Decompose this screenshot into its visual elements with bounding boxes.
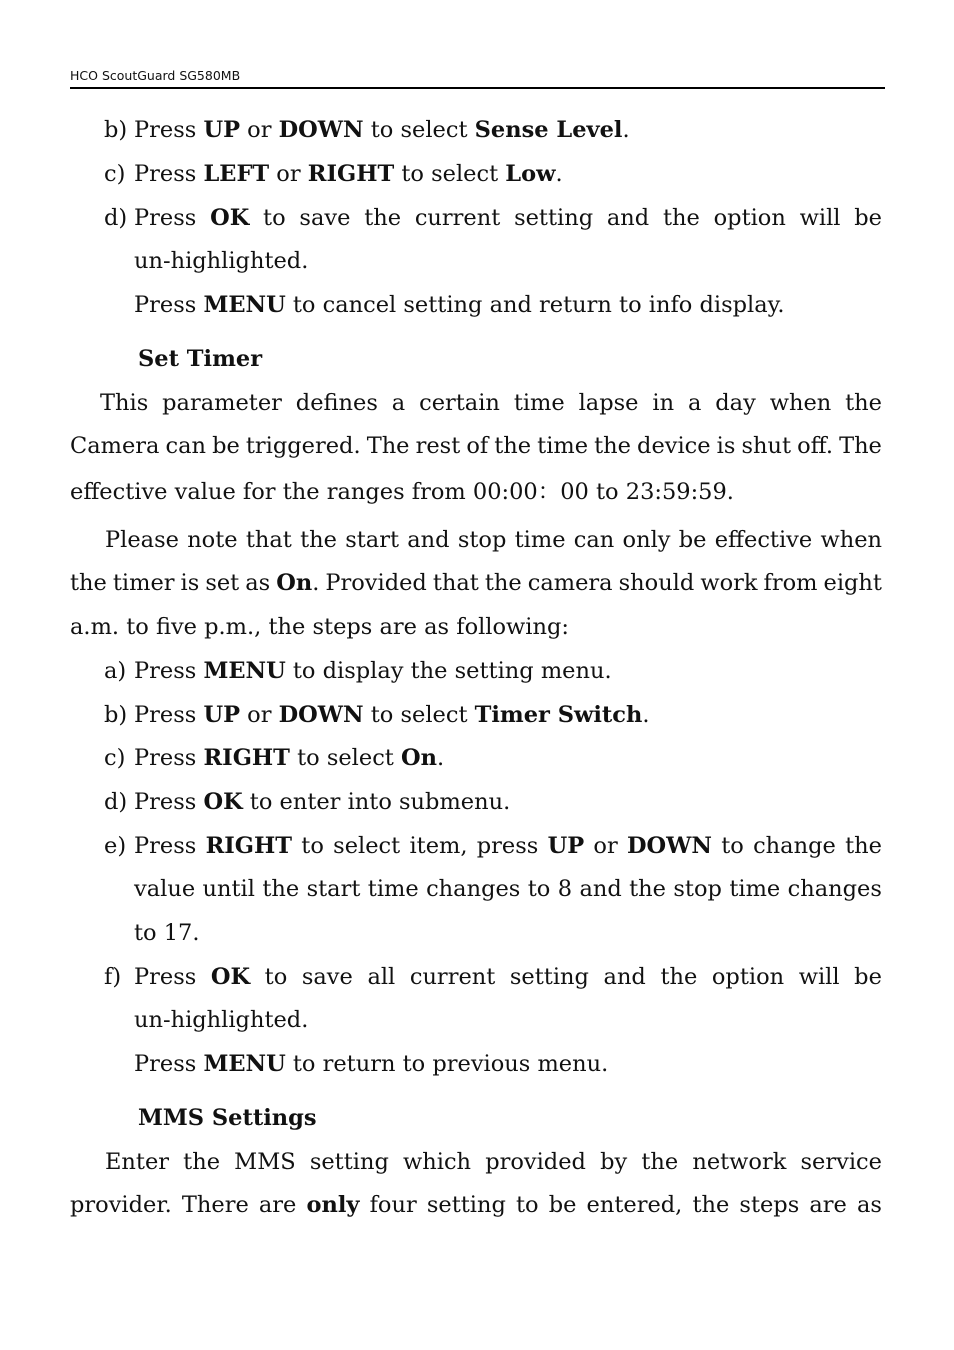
- paragraph-line: the timer is set as On. Provided that the camera should work from eight: [70, 570, 882, 596]
- paragraph-line: effective value for the ranges from 00:00：00 to 23:59:59.: [70, 479, 734, 505]
- list-item-continuation: un-highlighted.: [134, 1007, 309, 1033]
- list-item: [104, 207, 882, 230]
- list-marker: d): [104, 789, 128, 815]
- list-item: b) Press UP or DOWN to select Sense Level.: [104, 117, 630, 143]
- list-item: c) Press RIGHT to select On.: [104, 745, 445, 771]
- paragraph-line: This parameter defines a certain time lapse in a day when the: [100, 390, 882, 416]
- list-marker: e): [104, 833, 127, 859]
- paragraph-line: Enter the MMS setting which provided by the network service: [105, 1149, 882, 1175]
- justified-line: Press RIGHT to select item, press UP or DOWN to change the: [134, 833, 882, 859]
- running-header: HCO ScoutGuard SG580MB: [70, 68, 885, 89]
- list-marker: b): [104, 117, 128, 143]
- paragraph-line: Please note that the start and stop time can only be effective when: [105, 527, 882, 553]
- justified-line: Press OK to save the current setting and the option will be: [134, 205, 882, 231]
- list-marker: a): [104, 658, 127, 684]
- paragraph-line: provider. There are only four setting to be entered, the steps are as: [70, 1192, 882, 1218]
- list-item: c) Press LEFT or RIGHT to select Low.: [104, 161, 563, 187]
- list-marker: b): [104, 702, 128, 728]
- list-marker: d): [104, 205, 128, 231]
- justified-line: Press OK to save all current setting and the option will be: [134, 964, 882, 990]
- list-item: [104, 835, 882, 858]
- list-marker: c): [104, 161, 126, 187]
- list-item: d) Press OK to enter into submenu.: [104, 789, 511, 815]
- list-item: b) Press UP or DOWN to select Timer Switch.: [104, 702, 650, 728]
- section-heading: MMS Settings: [138, 1105, 317, 1131]
- list-marker: c): [104, 745, 126, 771]
- paragraph-line: Camera can be triggered. The rest of the time the device is shut off. The: [70, 433, 882, 459]
- list-item: a) Press MENU to display the setting menu.: [104, 658, 612, 684]
- list-item: [104, 966, 882, 989]
- list-item-continuation: value until the start time changes to 8 and the stop time changes: [134, 876, 882, 902]
- list-item-continuation: un-highlighted.: [134, 248, 309, 274]
- list-item-continuation: Press MENU to cancel setting and return to info display.: [134, 292, 785, 318]
- list-marker: f): [104, 964, 122, 990]
- list-item-continuation: Press MENU to return to previous menu.: [134, 1051, 609, 1077]
- paragraph-line: a.m. to five p.m., the steps are as following:: [70, 614, 569, 640]
- section-heading: Set Timer: [138, 346, 263, 372]
- list-item-continuation: to 17.: [134, 920, 200, 946]
